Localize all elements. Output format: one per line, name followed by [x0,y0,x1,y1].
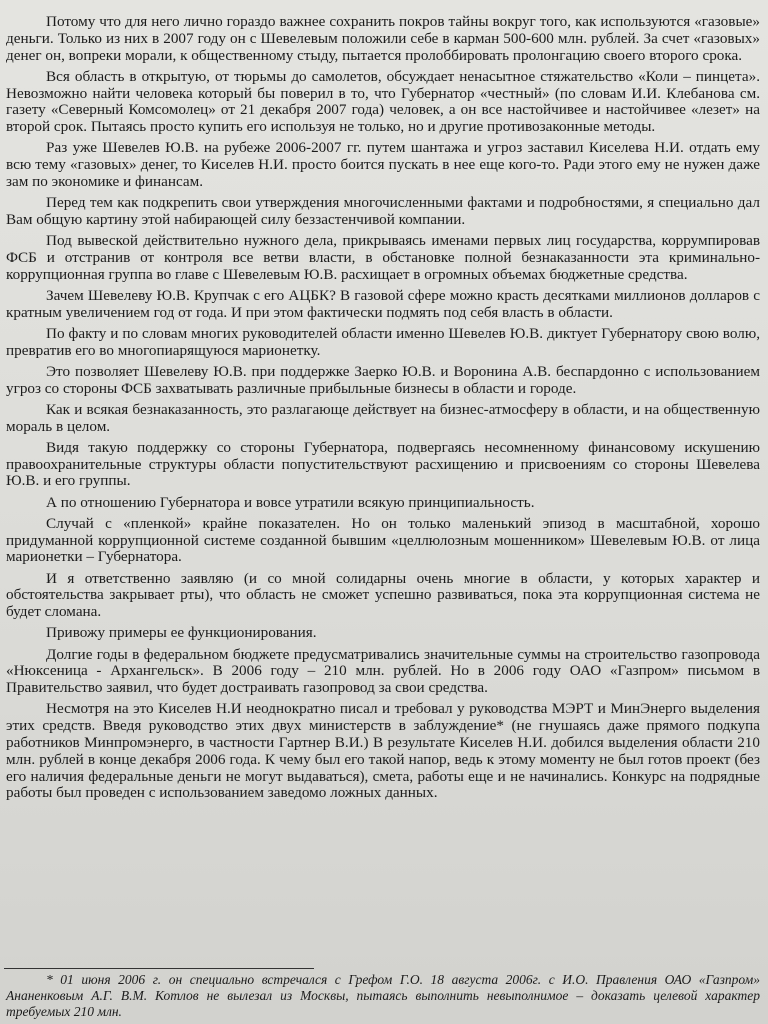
paragraph: Вся область в открытую, от тюрьмы до самолетов, обсуждает ненасытное стяжательство «Коли – пинцета». Невозможно найти человека который бы поверил в то, что Губернатор «честный» (по словам И.И. Клебанова см. газету «Северный Комсомолец» от 21 декабря 2007 года) человек, а он все настойчивее и настойчивее «лезет» на второй срок. Пытаясь просто купить его используя не только, но и другие противозаконные методы. [6,67,760,136]
paragraph: Как и всякая безнаказанность, это разлагающе действует на бизнес-атмосферу в области, и на общественную мораль в целом. [6,400,760,435]
paragraph: Это позволяет Шевелеву Ю.В. при поддержке Заерко Ю.В. и Воронина А.В. беспардонно с использованием угроз со стороны ФСБ захватывать различные прибыльные бизнесы в области и городе. [6,362,760,397]
paragraph: Зачем Шевелеву Ю.В. Крупчак с его АЦБК? В газовой сфере можно красть десятками миллионов долларов с кратным увеличением год от года. И при этом фактически подмять под себя власть в области. [6,286,760,321]
paragraph: Случай с «пленкой» крайне показателен. Но он только маленький эпизод в масштабной, хорошо придуманной коррупционной системе созданной бывшим «целлюлозным мошенником» Шевелевым Ю.В. от лица марионетки – Губернатора. [6,514,760,566]
document-body [6,14,760,802]
footnote: * 01 июня 2006 г. он специально встречался с Грефом Г.О. 18 августа 2006г. с И.О. Правления ОАО «Газпром» Ананенковым А.Г. В.М. Котлов не вылезал из Москвы, пытаясь выполнить невыполнимое – доказать целевой характер требуемых 210 млн. [6,972,760,1019]
paragraph: Долгие годы в федеральном бюджете предусматривались значительные суммы на строительство газопровода «Нюксеница - Архангельск». В 2006 году – 210 млн. рублей. Но в 2006 году ОАО «Газпром» письмом в Правительство заявил, что будет достраивать газопровод за свои средства. [6,645,760,697]
paragraph: Перед тем как подкрепить свои утверждения многочисленными фактами и подробностями, я специально дал Вам общую картину этой набирающей силу беззастенчивой компании. [6,194,760,228]
paragraph: А по отношению Губернатора и вовсе утратили всякую принципиальность. [46,493,535,511]
paragraph: И я ответственно заявляю (и со мной солидарны очень многие в области, у которых характер и обстоятельства закрывает рты), что область не сможет успешно развиваться, пока эта коррупционная система не будет сломана. [6,569,760,621]
paragraph: По факту и по словам многих руководителей области именно Шевелев Ю.В. диктует Губернатору свою волю, превратив его во многопиарящуюся марионетку. [6,324,760,359]
footnote-divider [4,968,314,969]
paragraph: Раз уже Шевелев Ю.В. на рубеже 2006-2007 гг. путем шантажа и угроз заставил Киселева Н.И. отдать ему всю тему «газовых» денег, то Киселев Н.И. просто боится пускать в нее еще кого-то. Ради этого ему не нужен даже зам по экономике и финансам. [6,139,760,190]
paragraph: Привожу примеры ее функционирования. [46,624,317,642]
paragraph: Несмотря на это Киселев Н.И неоднократно писал и требовал у руководства МЭРТ и МинЭнерго выделения этих средств. Введя руководство этих двух министерств в заблуждение* (не гнушаясь даже прямого подкупа работников Минпромэнерго, в частности Гартнер В.И.) В результате Киселев Н.И. добился выделения области 210 млн. рублей в конце декабря 2006 года. К чему был его такой напор, ведь к этому моменту не был готов проект (без его наличия федеральные деньги не могут выдаваться), смета, работы еще и не начинались. Конкурс на подрядные работы был проведен с использованием заведомо ложных данных. [6,700,760,802]
paragraph: Под вывеской действительно нужного дела, прикрываясь именами первых лиц государства, коррумпировав ФСБ и отстранив от контроля все ветви власти, в обстановке полной безнаказанности эта криминально-коррупционная группа во главе с Шевелевым Ю.В. расхищает в огромных объемах бюджетные средства. [6,232,760,283]
paragraph: Потому что для него лично гораздо важнее сохранить покров тайны вокруг того, как используются «газовые» деньги. Только из них в 2007 году он с Шевелевым положили себе в карман 500-600 млн. рублей. За счет «газовых» денег он, вопреки морали, к общественному стыду, пытается пролоббировать пролонгацию своего второго срока. [6,13,760,64]
paragraph: Видя такую поддержку со стороны Губернатора, подвергаясь несомненному финансовому искушению правоохранительные структуры области попустительствуют расхищению и присвоениям со стороны Шевелева Ю.В. и его группы. [6,438,760,490]
